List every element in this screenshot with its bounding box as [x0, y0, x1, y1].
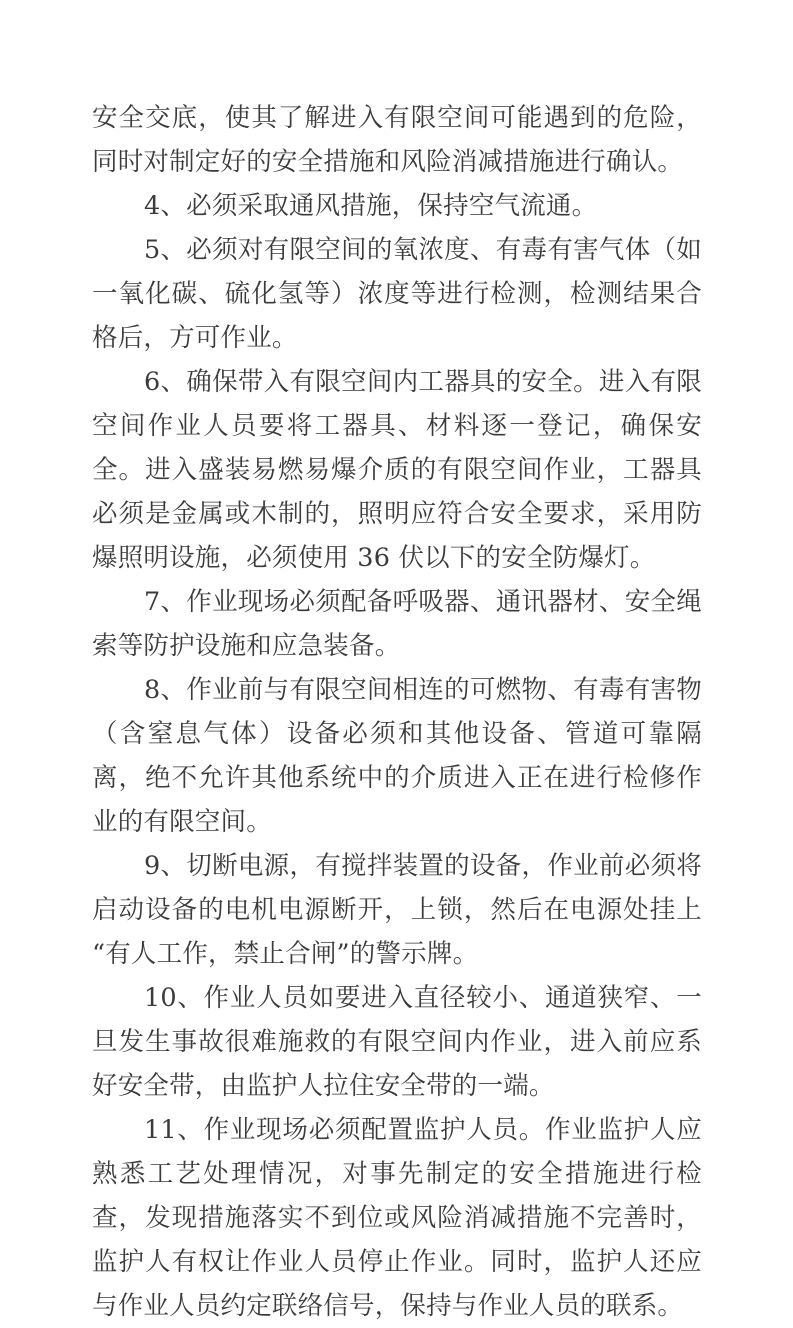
- paragraph-item-8: 8、作业前与有限空间相连的可燃物、有毒有害物（含窒息气体）设备必须和其他设备、管道可靠隔离，绝不允许其他系统中的介质进入正在进行检修作业的有限空间。: [92, 675, 702, 837]
- paragraph-item-10: 10、作业人员如要进入直径较小、通道狭窄、一旦发生事故很难施救的有限空间内作业，进入前应系好安全带，由监护人拉住安全带的一端。: [92, 983, 702, 1101]
- paragraph-item-11: 11、作业现场必须配置监护人员。作业监护人应熟悉工艺处理情况，对事先制定的安全措施进行检查，发现措施落实不到位或风险消减措施不完善时，监护人有权让作业人员停止作业。同时，监护人还应与作业人员约定联络信号，保持与作业人员的联系。: [92, 1115, 702, 1321]
- document-body: [92, 96, 702, 1328]
- paragraph-continued-intro: 安全交底，使其了解进入有限空间可能遇到的危险，同时对制定好的安全措施和风险消减措施进行确认。: [92, 103, 702, 177]
- paragraph-item-6: 6、确保带入有限空间内工器具的安全。进入有限空间作业人员要将工器具、材料逐一登记，确保安全。进入盛装易燃易爆介质的有限空间作业，工器具必须是金属或木制的，照明应符合安全要求，采用防爆照明设施，必须使用 36 伏以下的安全防爆灯。: [92, 367, 702, 573]
- paragraph-item-9: 9、切断电源，有搅拌装置的设备，作业前必须将启动设备的电机电源断开，上锁，然后在电源处挂上“有人工作，禁止合闸”的警示牌。: [92, 851, 702, 969]
- paragraph-item-4: 4、必须采取通风措施，保持空气流通。: [144, 191, 598, 221]
- paragraph-item-5: 5、必须对有限空间的氧浓度、有毒有害气体（如一氧化碳、硫化氢等）浓度等进行检测，检测结果合格后，方可作业。: [92, 235, 702, 353]
- paragraph-item-7: 7、作业现场必须配备呼吸器、通讯器材、安全绳索等防护设施和应急装备。: [92, 587, 702, 661]
